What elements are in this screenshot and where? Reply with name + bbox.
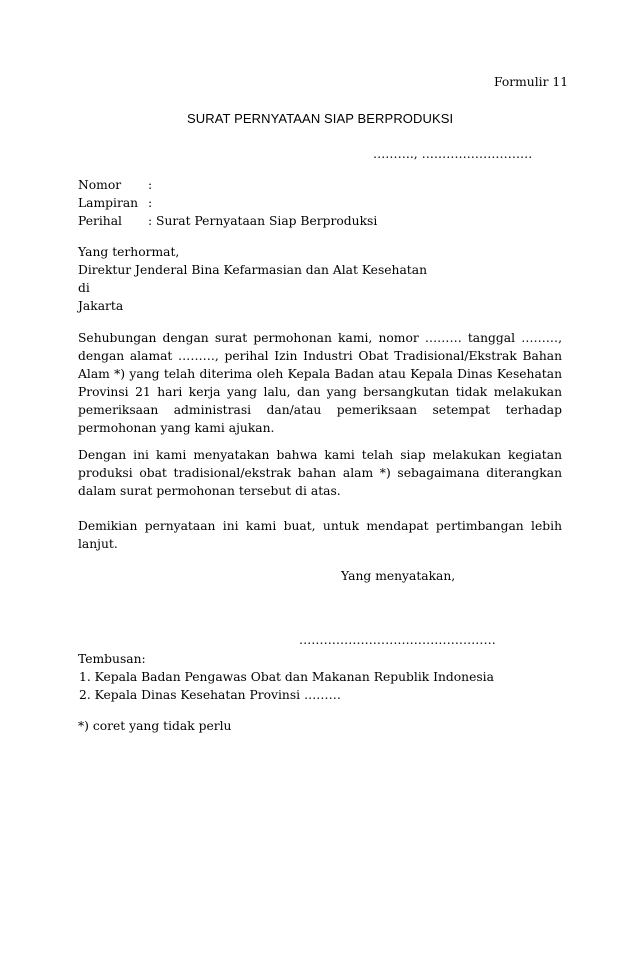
place-date: ………., ……………………… bbox=[373, 147, 533, 161]
cc-item: 1. Kepala Badan Pengawas Obat dan Makanan Republik Indonesia bbox=[79, 670, 494, 684]
footnote: *) coret yang tidak perlu bbox=[78, 719, 232, 733]
paragraph-line: dengan alamat ………, perihal Izin Industri Obat Tradisional/Ekstrak Bahan bbox=[78, 349, 562, 363]
paragraph-line: Sehubungan dengan surat permohonan kami, nomor ……… tanggal ………, bbox=[78, 331, 562, 345]
meta-perihal-label: Perihal bbox=[78, 214, 122, 228]
document-title: SURAT PERNYATAAN SIAP BERPRODUKSI bbox=[187, 111, 454, 126]
paragraph-line: permohonan yang kami ajukan. bbox=[78, 421, 275, 435]
paragraph-line: Demikian pernyataan ini kami buat, untuk mendapat pertimbangan lebih bbox=[78, 519, 562, 533]
paragraph-line: Alam *) yang telah diterima oleh Kepala Badan atau Kepala Dinas Kesehatan bbox=[78, 367, 562, 381]
signature-line: ………………………………………… bbox=[299, 633, 496, 647]
meta-nomor-label: Nomor bbox=[78, 178, 122, 192]
recipient-salutation: Yang terhormat, bbox=[78, 245, 180, 259]
paragraph-request bbox=[78, 329, 562, 437]
meta-perihal-value: : Surat Pernyataan Siap Berproduksi bbox=[148, 214, 378, 228]
recipient-name: Direktur Jenderal Bina Kefarmasian dan Alat Kesehatan bbox=[78, 263, 427, 277]
cc-item: 2. Kepala Dinas Kesehatan Provinsi ……… bbox=[79, 688, 341, 702]
paragraph-line: lanjut. bbox=[78, 537, 118, 551]
paragraph-closing bbox=[78, 517, 562, 553]
closing-text: Yang menyatakan, bbox=[341, 569, 456, 583]
form-label: Formulir 11 bbox=[494, 75, 569, 89]
cc-label: Tembusan: bbox=[78, 652, 146, 666]
paragraph-line: Provinsi 21 hari kerja yang lalu, dan yang bersangkutan tidak melakukan bbox=[78, 385, 562, 399]
recipient-di: di bbox=[78, 281, 90, 295]
meta-lampiran-label: Lampiran bbox=[78, 196, 139, 210]
recipient-city: Jakarta bbox=[78, 299, 124, 313]
paragraph-line: dalam surat permohonan tersebut di atas. bbox=[78, 484, 341, 498]
paragraph-line: pemeriksaan administrasi dan/atau pemeriksaan setempat terhadap bbox=[78, 403, 562, 417]
paragraph-statement bbox=[78, 446, 562, 500]
meta-lampiran-value: : bbox=[148, 196, 153, 210]
meta-nomor-value: : bbox=[148, 178, 153, 192]
paragraph-line: produksi obat tradisional/ekstrak bahan alam *) sebagaimana diterangkan bbox=[78, 466, 562, 480]
paragraph-line: Dengan ini kami menyatakan bahwa kami telah siap melakukan kegiatan bbox=[78, 448, 562, 462]
